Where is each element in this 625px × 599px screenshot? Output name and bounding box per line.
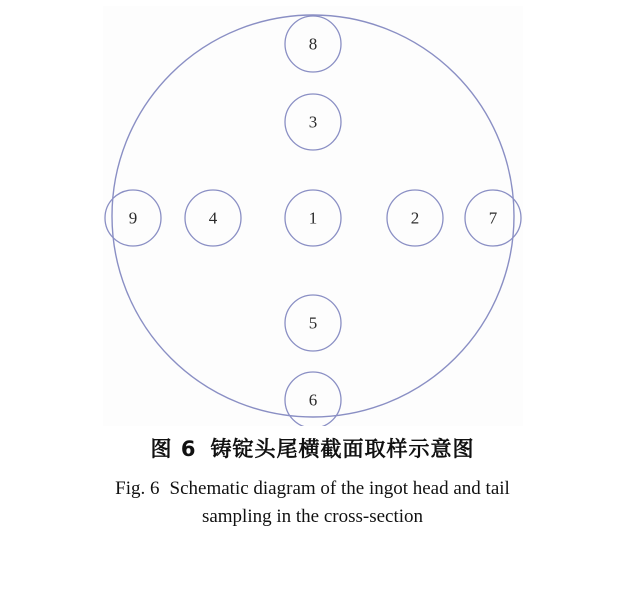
- sample-label-2: 2: [410, 208, 420, 228]
- caption-chinese-text: 铸锭头尾横截面取样示意图: [210, 437, 475, 461]
- figure-image: [103, 6, 523, 426]
- caption-english: [0, 475, 625, 530]
- sample-label-5: 5: [308, 313, 318, 333]
- sample-label-7: 7: [488, 208, 498, 228]
- sample-label-1: 1: [308, 208, 318, 228]
- caption-english-line2: sampling in the cross-section: [201, 505, 424, 527]
- caption-english-line1: [0, 475, 625, 503]
- caption-english-text1: Schematic diagram of the ingot head and tail: [169, 478, 510, 500]
- sample-label-3: 3: [308, 112, 318, 132]
- caption-chinese: [0, 436, 625, 463]
- figure-caption: [0, 436, 625, 530]
- sample-label-6: 6: [308, 390, 318, 410]
- sample-label-8: 8: [308, 34, 318, 54]
- sample-label-4: 4: [208, 208, 218, 228]
- sample-label-9: 9: [128, 208, 138, 228]
- caption-chinese-number: 图 6: [150, 437, 197, 461]
- caption-english-label: Fig. 6: [115, 478, 160, 500]
